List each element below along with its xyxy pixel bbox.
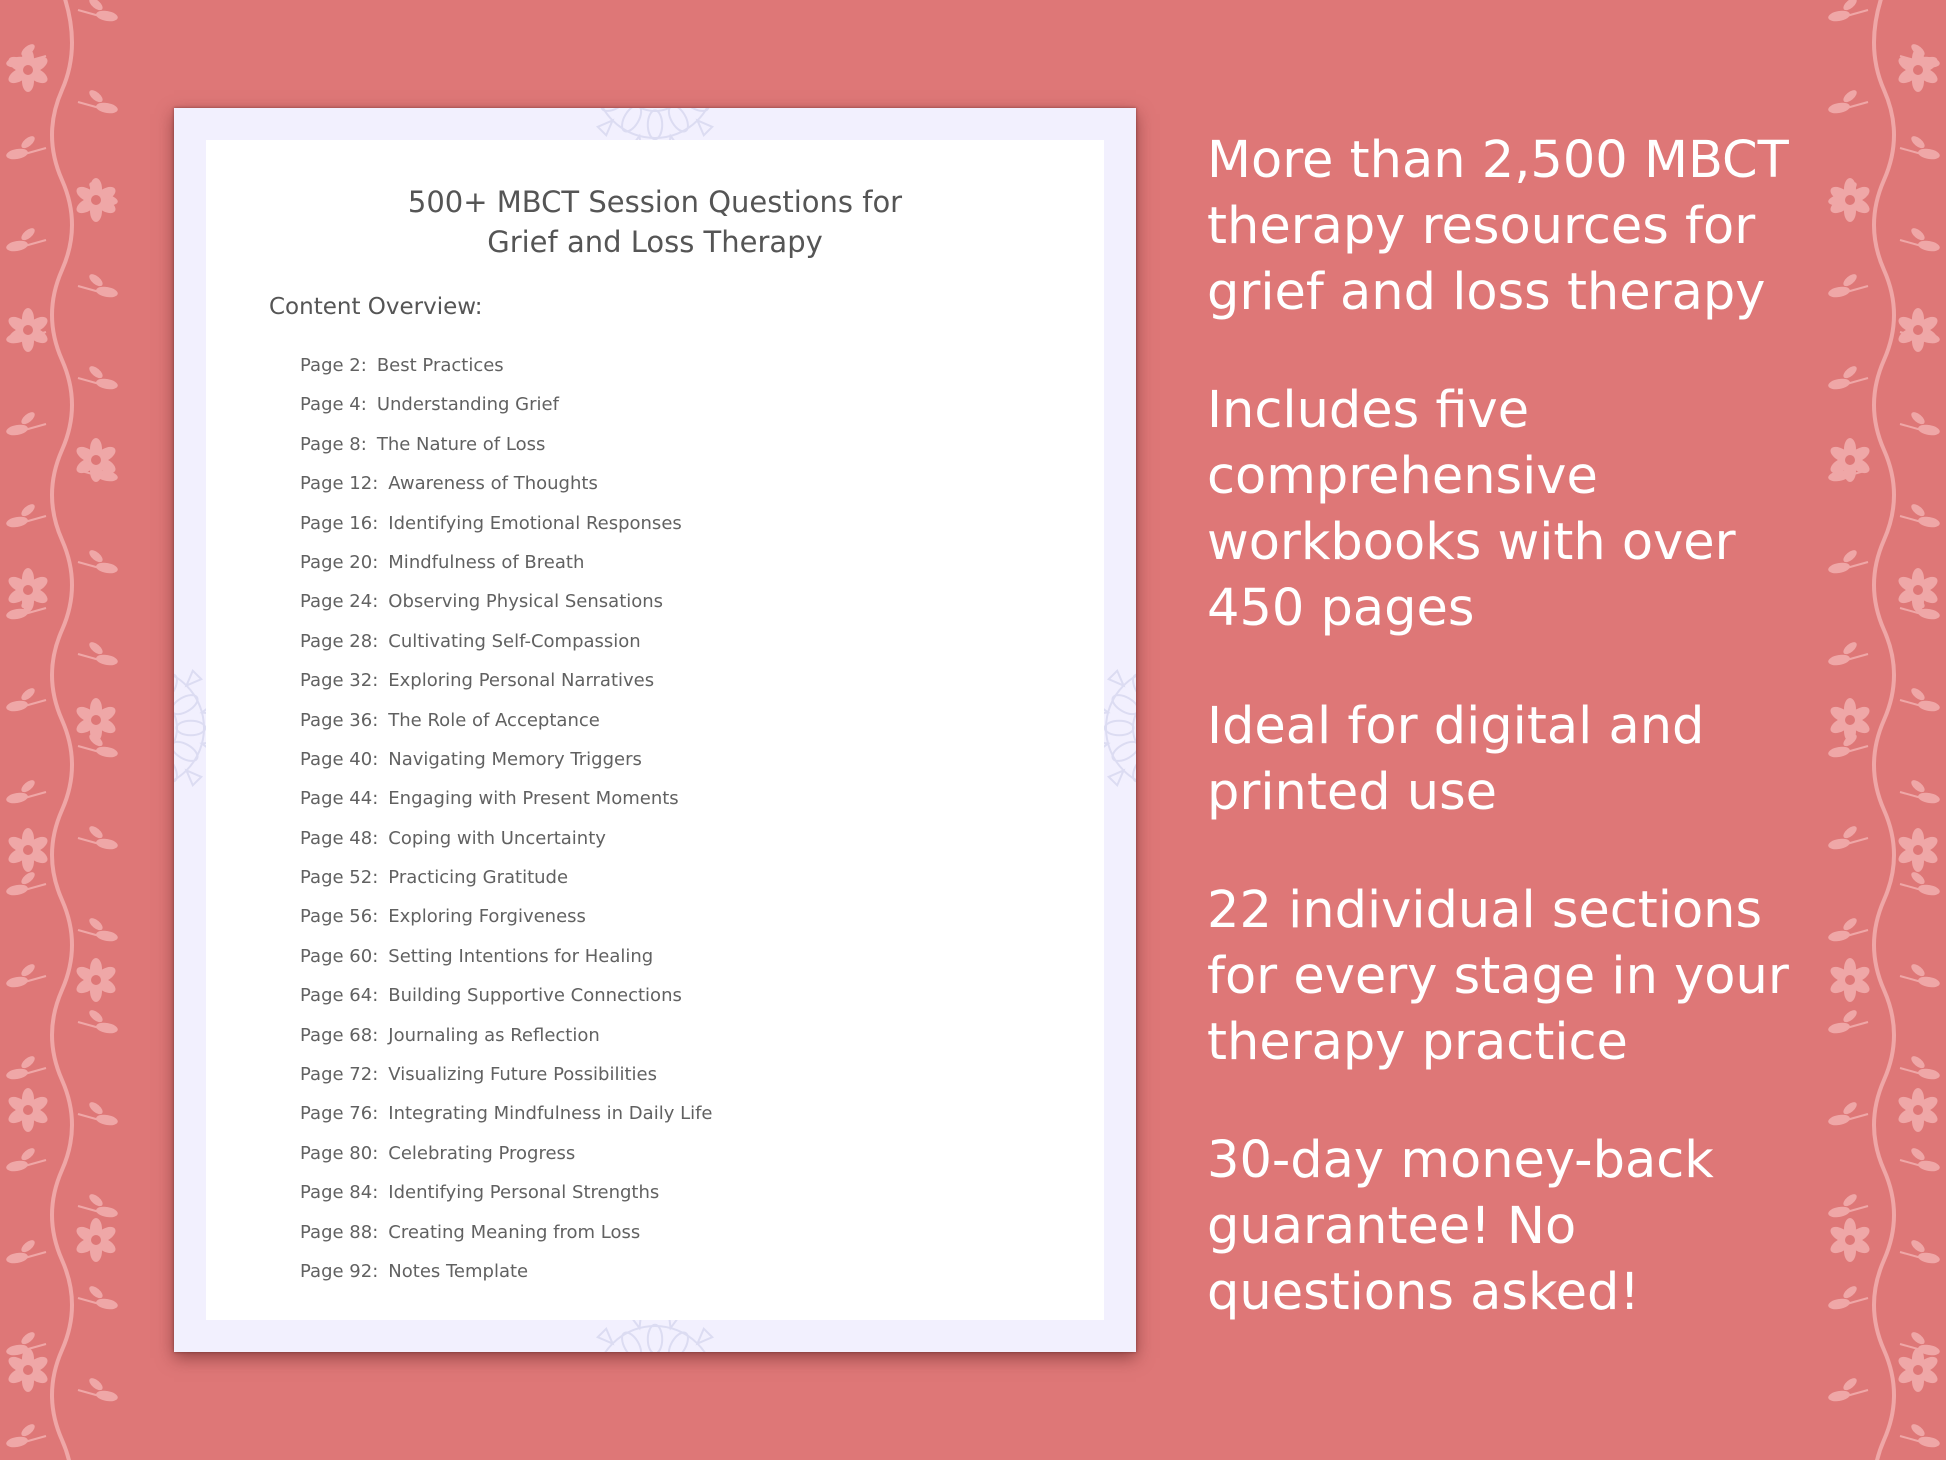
feature-line: 22 individual sections [1207,881,1763,940]
toc-page-number: Page 32: [300,670,379,692]
toc-item [300,1134,713,1173]
toc-section-title: Coping with Uncertainty [388,827,606,849]
content-overview-label: Content Overview: [269,294,483,320]
feature-text-1 [1207,128,1907,326]
toc-section-title: Navigating Memory Triggers [388,748,642,770]
feature-line: Includes five [1207,381,1530,440]
toc-section-title: Setting Intentions for Healing [388,945,654,967]
mandala-bottom-icon [505,1316,805,1352]
toc-page-number: Page 68: [300,1024,379,1046]
toc-page-number: Page 88: [300,1221,379,1243]
toc-page-number: Page 80: [300,1142,379,1164]
toc-page-number: Page 84: [300,1182,379,1204]
floral-vine-left-icon [0,0,130,1460]
feature-list [1207,128,1907,1378]
toc-item [300,425,713,464]
toc-page-number: Page 64: [300,985,379,1007]
toc-page-number: Page 16: [300,512,379,534]
feature-line: More than 2,500 MBCT [1207,131,1789,190]
document-title [206,182,1104,262]
toc-section-title: Integrating Mindfulness in Daily Life [388,1103,713,1125]
toc-section-title: Notes Template [388,1260,529,1282]
toc-page-number: Page 40: [300,748,379,770]
toc-item [300,1213,713,1252]
toc-item [300,622,713,661]
toc-section-title: Exploring Forgiveness [388,906,586,928]
toc-section-title: Observing Physical Sensations [388,591,664,613]
toc-page-number: Page 36: [300,709,379,731]
feature-text-3 [1207,694,1907,826]
feature-line: workbooks with over [1207,513,1736,572]
document-title-line-2: Grief and Loss Therapy [487,225,823,259]
toc-section-title: Identifying Personal Strengths [388,1182,660,1204]
document-title-line-1: 500+ MBCT Session Questions for [407,185,903,219]
toc-section-title: Understanding Grief [376,394,559,416]
toc-page-number: Page 48: [300,827,379,849]
feature-line: therapy practice [1207,1013,1628,1072]
toc-item [300,582,713,621]
page-content-area [206,140,1104,1320]
toc-page-number: Page 56: [300,906,379,928]
toc-item [300,897,713,936]
toc-section-title: Celebrating Progress [388,1142,576,1164]
toc-item [300,661,713,700]
toc-item [300,1173,713,1212]
feature-line: grief and loss therapy [1207,263,1766,322]
toc-section-title: Awareness of Thoughts [388,473,598,495]
feature-line: comprehensive [1207,447,1598,506]
feature-line: 30-day money-back [1207,1131,1714,1190]
feature-line: 450 pages [1207,579,1475,638]
toc-item [300,976,713,1015]
toc-page-number: Page 20: [300,551,379,573]
toc-page-number: Page 52: [300,867,379,889]
toc-page-number: Page 76: [300,1103,379,1125]
toc-section-title: Building Supportive Connections [388,985,682,1007]
toc-section-title: Creating Meaning from Loss [388,1221,641,1243]
toc-page-number: Page 92: [300,1260,379,1282]
toc-item [300,543,713,582]
workbook-page-preview [174,108,1136,1352]
toc-item [300,937,713,976]
toc-item [300,504,713,543]
toc-section-title: Engaging with Present Moments [388,788,679,810]
toc-item [300,779,713,818]
toc-item [300,385,713,424]
toc-page-number: Page 12: [300,473,379,495]
feature-text-2 [1207,378,1907,642]
toc-section-title: The Role of Acceptance [388,709,600,731]
toc-section-title: Visualizing Future Possibilities [388,1064,657,1086]
toc-page-number: Page 72: [300,1064,379,1086]
toc-section-title: Exploring Personal Narratives [388,670,655,692]
toc-item [300,701,713,740]
toc-section-title: Identifying Emotional Responses [388,512,682,534]
toc-item [300,1252,713,1291]
toc-page-number: Page 24: [300,591,379,613]
toc-item [300,464,713,503]
toc-page-number: Page 4: [300,394,367,416]
feature-line: Ideal for digital and [1207,697,1705,756]
toc-section-title: Mindfulness of Breath [388,551,585,573]
toc-section-title: Practicing Gratitude [388,867,569,889]
feature-line: questions asked! [1207,1263,1640,1322]
feature-text-4 [1207,878,1907,1076]
toc-item [300,1016,713,1055]
toc-section-title: Best Practices [376,355,504,376]
toc-item [300,346,713,385]
toc-item [300,858,713,897]
toc-page-number: Page 2: [300,355,367,376]
toc-item [300,1094,713,1133]
feature-text-5 [1207,1128,1907,1326]
toc-item [300,1055,713,1094]
table-of-contents [300,346,713,1291]
feature-line: printed use [1207,763,1498,822]
toc-section-title: Cultivating Self-Compassion [388,630,641,652]
feature-line: guarantee! No [1207,1197,1577,1256]
toc-page-number: Page 60: [300,945,379,967]
toc-page-number: Page 8: [300,433,367,455]
toc-item [300,819,713,858]
feature-line: therapy resources for [1207,197,1756,256]
toc-page-number: Page 28: [300,630,379,652]
feature-line: for every stage in your [1207,947,1789,1006]
toc-section-title: Journaling as Reflection [388,1024,600,1046]
toc-section-title: The Nature of Loss [376,433,546,455]
toc-page-number: Page 44: [300,788,379,810]
toc-item [300,740,713,779]
